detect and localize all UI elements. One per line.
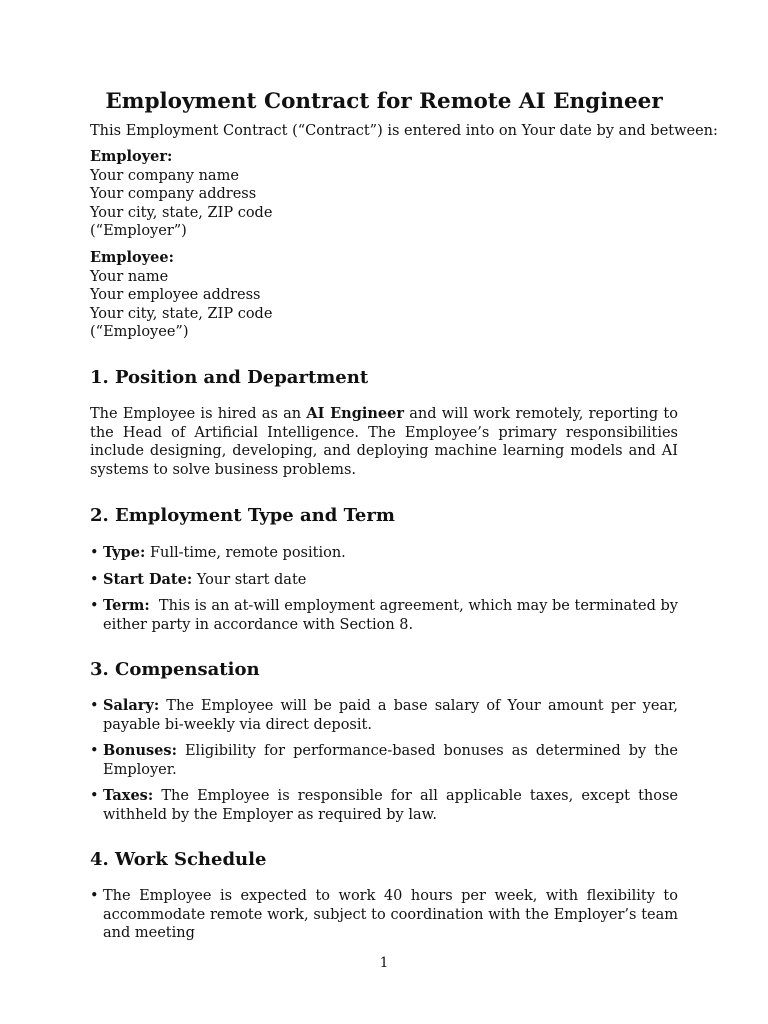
employer-label: Employer: [90, 148, 173, 165]
bullet-list [90, 697, 678, 824]
list-item: • Type: Full-time, remote position. [90, 544, 346, 561]
list-item: • Salary: The Employee will be paid a base salary of Your amount per year, payable bi-weekly via direct deposit. [90, 697, 678, 733]
employer-line: Your city, state, ZIP code [90, 204, 273, 221]
list-item: • Term: This is an at-will employment agreement, which may be terminated by either party in accordance with Section 8. [90, 597, 683, 633]
section-heading [90, 504, 395, 528]
employee-block [90, 249, 272, 342]
paragraph-text: The Employee is hired as an [90, 406, 307, 422]
item-label: Salary: [103, 697, 160, 714]
section-title: Compensation [115, 659, 260, 680]
section-heading [90, 658, 260, 682]
document-title: Employment Contract for Remote AI Engineer [105, 89, 663, 114]
employer-line: (“Employer”) [90, 223, 187, 239]
section-number: 1. [90, 367, 109, 388]
bullet-list [90, 887, 678, 943]
list-item: • The Employee is expected to work 40 hours per week, with flexibility to accommodate remote work, subject to coordination with the Employer’s team and meeting [90, 888, 678, 941]
employer-line: Your company name [90, 167, 239, 184]
item-label: Type: [103, 544, 146, 561]
item-text: Your start date [192, 571, 307, 588]
list-item: • Start Date: Your start date [90, 570, 307, 588]
page-number: 1 [379, 955, 389, 971]
employee-line: Your city, state, ZIP code [90, 305, 273, 322]
item-label: Taxes: [103, 787, 154, 804]
paragraph-bold: AI Engineer [306, 405, 404, 422]
item-text: Eligibility for performance-based bonuses as determined by the Employer. [103, 743, 678, 778]
item-text: The Employee is expected to work 40 hours per week, with flexibility to accommodate remote work, subject to coordination with the Employer’s team and meeting [103, 888, 678, 941]
employee-line: Your employee address [90, 287, 261, 303]
section-paragraph [90, 405, 678, 479]
section-heading [90, 848, 266, 872]
section-number: 4. [90, 849, 109, 870]
employee-line: Your name [90, 268, 169, 285]
item-text: This is an at-will employment agreement, which may be terminated by either party in accordance with Section 8. [103, 598, 683, 633]
item-text: Full-time, remote position. [145, 545, 346, 561]
section-title: Work Schedule [115, 849, 267, 870]
section-number: 3. [90, 659, 109, 680]
list-item: • Taxes: The Employee is responsible for all applicable taxes, except those withheld by the Employer as required by law. [90, 787, 678, 823]
employee-line: (“Employee”) [90, 324, 189, 340]
paragraph-text: and will work remotely, reporting to the Head of Artificial Intelligence. The Employee’s primary responsibilities include designing, developing, and deploying machine learning models and AI systems to solve business problems. [90, 406, 678, 478]
section-number: 2. [90, 505, 109, 526]
employer-block [90, 148, 272, 241]
item-text: The Employee will be paid a base salary of Your amount per year, payable bi-weekly via direct deposit. [103, 698, 678, 733]
intro-text: This Employment Contract (“Contract”) is entered into on Your date by and between: [90, 123, 718, 139]
item-label: Term: [103, 597, 150, 614]
employee-label: Employee: [90, 249, 174, 266]
section-title: Employment Type and Term [115, 505, 395, 526]
section-title: Position and Department [115, 367, 369, 388]
section-heading [90, 366, 368, 390]
item-text: The Employee is responsible for all applicable taxes, except those withheld by the Employer as required by law. [103, 788, 678, 823]
employer-line: Your company address [90, 186, 257, 202]
item-label: Bonuses: [103, 742, 177, 759]
bullet-list [90, 544, 683, 634]
item-label: Start Date: [103, 570, 193, 588]
list-item: • Bonuses: Eligibility for performance-based bonuses as determined by the Employer. [90, 742, 678, 778]
